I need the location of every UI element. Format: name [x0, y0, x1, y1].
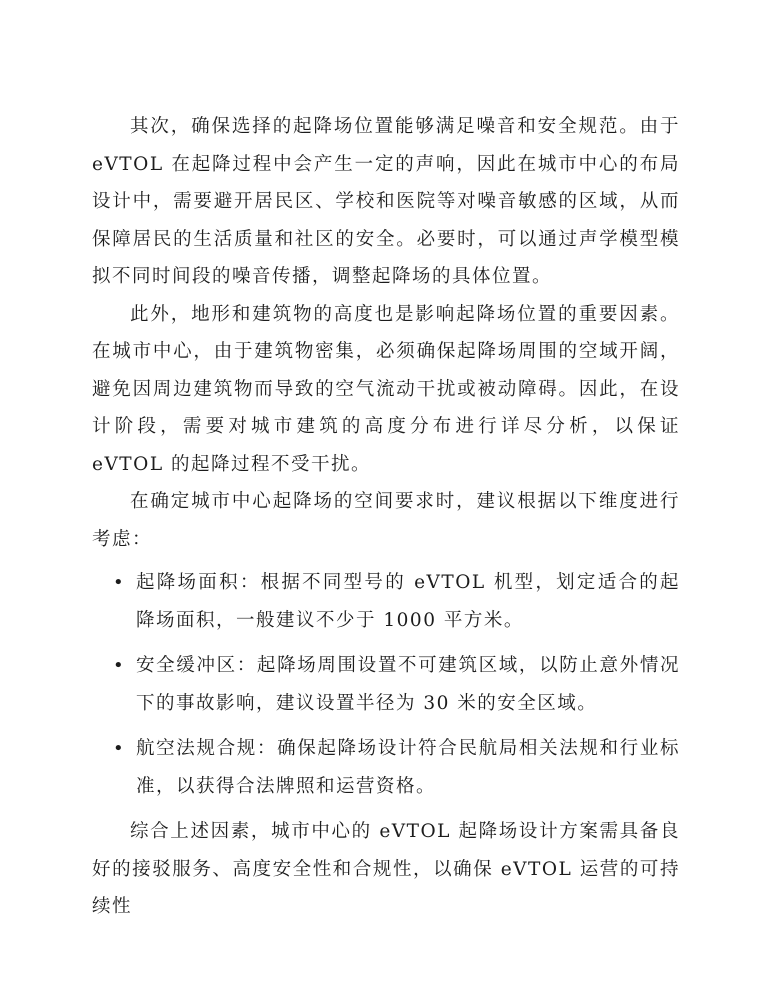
- bullet-icon: •: [113, 738, 126, 759]
- document-page: [92, 108, 680, 926]
- bullet-icon: •: [113, 655, 126, 676]
- list-item-text: 起降场面积：根据不同型号的 eVTOL 机型，划定适合的起降场面积，一般建议不少于 1000 平方米。: [136, 572, 680, 631]
- paragraph-terrain-buildings: 此外，地形和建筑物的高度也是影响起降场位置的重要因素。在城市中心，由于建筑物密集，必须确保起降场周围的空域开阔，避免因周边建筑物而导致的空气流动干扰或被动障碍。因此，在设计阶段，需要对城市建筑的高度分布进行详尽分析，以保证 eVTOL 的起降过程不受干扰。: [92, 303, 680, 475]
- list-item-text: 安全缓冲区：起降场周围设置不可建筑区域，以防止意外情况下的事故影响，建议设置半径为 30 米的安全区域。: [136, 655, 680, 714]
- list-item: [92, 647, 680, 722]
- bullet-icon: •: [113, 572, 126, 593]
- list-item-text: 航空法规合规：确保起降场设计符合民航局相关法规和行业标准，以获得合法牌照和运营资格。: [136, 738, 680, 797]
- list-item: [92, 564, 680, 639]
- paragraph-space-requirements-intro: 在确定城市中心起降场的空间要求时，建议根据以下维度进行考虑：: [92, 491, 680, 550]
- paragraph-noise-safety: 其次，确保选择的起降场位置能够满足噪音和安全规范。由于 eVTOL 在起降过程中会产生一定的声响，因此在城市中心的布局设计中，需要避开居民区、学校和医院等对噪音敏感的区域，从而保障居民的生活质量和社区的安全。必要时，可以通过声学模型模拟不同时间段的噪音传播，调整起降场的具体位置。: [92, 116, 680, 287]
- paragraph-conclusion: 综合上述因素，城市中心的 eVTOL 起降场设计方案需具备良好的接驳服务、高度安全性和合规性，以确保 eVTOL 运营的可持续性: [92, 821, 680, 917]
- requirements-list: [92, 564, 680, 805]
- list-item: [92, 730, 680, 805]
